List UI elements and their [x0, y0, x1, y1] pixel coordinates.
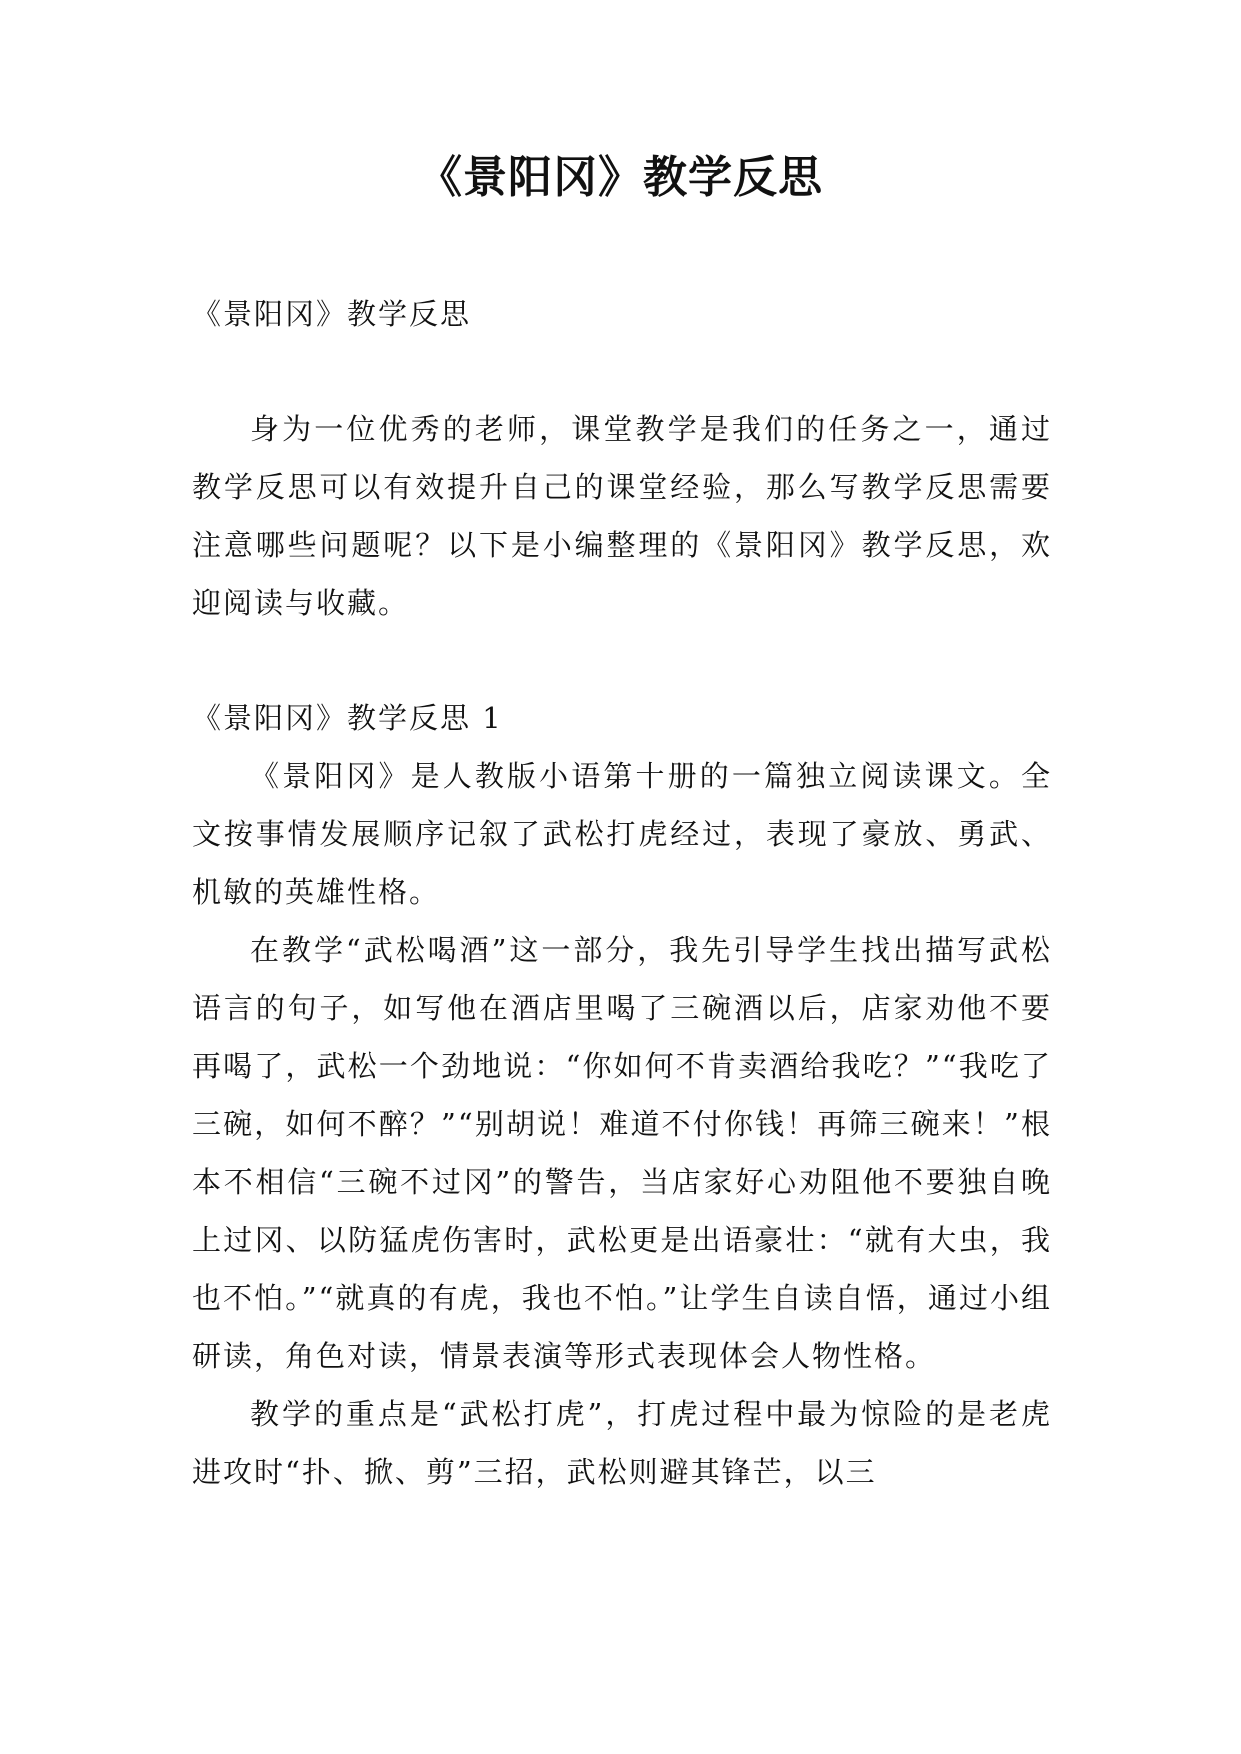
intro-paragraph: 身为一位优秀的老师，课堂教学是我们的任务之一，通过教学反思可以有效提升自己的课堂经验，那么写教学反思需要注意哪些问题呢？以下是小编整理的《景阳冈》教学反思，欢迎阅读与收藏。 [192, 412, 1052, 620]
section-heading: 《景阳冈》教学反思 1 [192, 701, 503, 735]
document-subtitle: 《景阳冈》教学反思 [192, 297, 472, 331]
body-paragraph: 《景阳冈》是人教版小语第十册的一篇独立阅读课文。全文按事情发展顺序记叙了武松打虎经过，表现了豪放、勇武、机敏的英雄性格。 [192, 759, 1052, 909]
body-paragraph: 在教学“武松喝酒”这一部分，我先引导学生找出描写武松语言的句子，如写他在酒店里喝了三碗酒以后，店家劝他不要再喝了，武松一个劲地说：“你如何不肯卖酒给我吃？”“我吃了三碗，如何不醉？”“别胡说！难道不付你钱！再筛三碗来！”根本不相信“三碗不过冈”的警告，当店家好心劝阻他不要独自晚上过冈、以防猛虎伤害时，武松更是出语豪壮：“就有大虫，我也不怕。”“就真的有虎，我也不怕。”让学生自读自悟，通过小组研读，角色对读，情景表演等形式表现体会人物性格。 [192, 933, 1052, 1373]
document-body [192, 285, 1052, 1501]
document-title: 《景阳冈》教学反思 [418, 152, 823, 203]
body-paragraph: 教学的重点是“武松打虎”，打虎过程中最为惊险的是老虎进攻时“扑、掀、剪”三招，武松则避其锋芒，以三 [192, 1397, 1052, 1489]
